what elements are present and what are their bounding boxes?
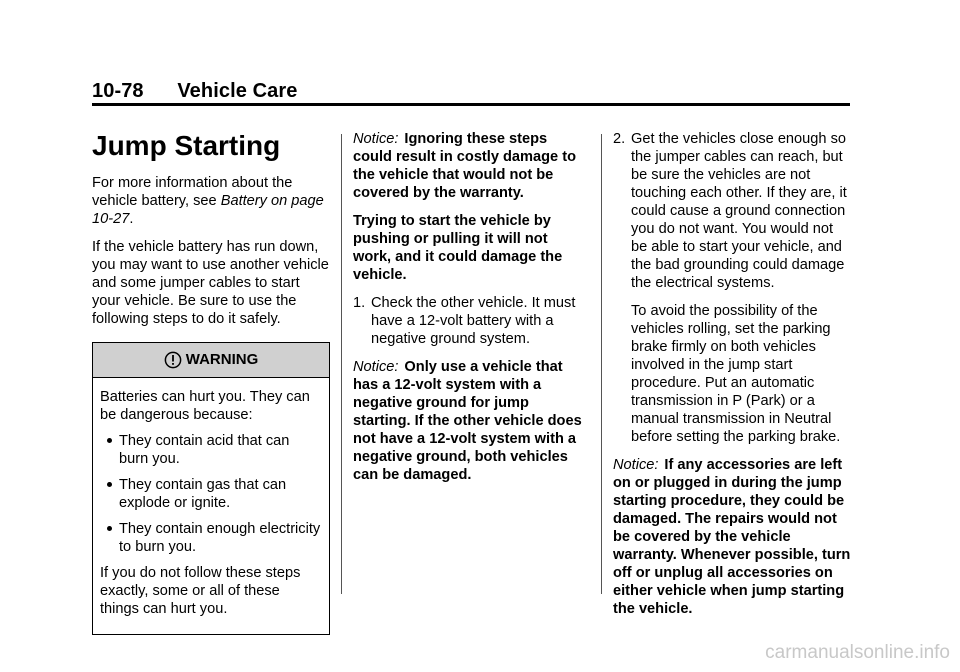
step-1 [353, 294, 583, 348]
warning-bullet: They contain gas that can explode or ignite. [100, 476, 322, 512]
step-number: 1. [353, 295, 366, 311]
step-text: Get the vehicles close enough so the jumper cables can reach, but be sure the vehicles are not touching each other. If they are, it could cause a ground connection you do not want. You would not be able to start your vehicle, and the bad grounding could damage the electrical systems. [631, 131, 847, 291]
parking-brake-paragraph: To avoid the possibility of the vehicles rolling, set the parking brake firmly on both vehicles involved in the jump start procedure. Put an automatic transmission in P (Park) or a manual transmission in Neutral before setting the parking brake. [631, 303, 841, 445]
warning-header [93, 343, 329, 378]
intro-text: For more information about the vehicle battery, see [92, 175, 293, 209]
warning-body [93, 378, 329, 634]
notice-text: Ignoring these steps could result in costly damage to the vehicle that would not be covered by the warranty. [353, 131, 577, 201]
notice-12-volt [353, 358, 583, 484]
notice-costly-damage [353, 130, 583, 202]
page-number: 10-78 [92, 80, 144, 102]
step-number: 2. [613, 131, 626, 147]
page-title: Jump Starting [92, 130, 281, 161]
warning-intro: Batteries can hurt you. They can be dangerous because: [100, 389, 310, 423]
column-3 [613, 130, 853, 628]
notice-label: Notice: [353, 131, 399, 147]
intro-end: . [129, 211, 134, 227]
notice-text: If any accessories are left on or plugged in during the jump starting procedure, they could be damaged. The repairs would not be covered by the vehicle warranty. Whenever possible, turn off or unplug all accessories on either vehicle when jump starting the vehicle. [613, 457, 851, 617]
warning-label: WARNING [185, 351, 259, 368]
page-header [92, 80, 298, 103]
notice-accessories [613, 456, 853, 618]
intro-paragraph [92, 174, 330, 228]
warning-bullet: They contain enough electricity to burn you. [100, 520, 322, 556]
column-1 [92, 130, 330, 635]
column-divider-2 [601, 134, 602, 594]
notice-label: Notice: [613, 457, 659, 473]
warning-icon [164, 351, 182, 369]
notice-label: Notice: [353, 359, 399, 375]
step-text: Check the other vehicle. It must have a 12-volt battery with a negative ground system. [371, 295, 576, 347]
section-title: Vehicle Care [177, 80, 298, 102]
push-pull-warning: Trying to start the vehicle by pushing or pulling it will not work, and it could damage the vehicle. [353, 213, 563, 283]
header-rule [92, 103, 850, 106]
warning-bullets [100, 432, 322, 556]
battery-crossref-link[interactable]: Battery on page 10-27 [92, 193, 324, 227]
warning-outro: If you do not follow these steps exactly, some or all of these things can hurt you. [100, 565, 301, 617]
column-2 [353, 130, 583, 494]
warning-box [92, 342, 330, 635]
notice-text: Only use a vehicle that has a 12-volt system with a negative ground for jump starting. If the other vehicle does not have a 12-volt system with a negative ground, both vehicles can be damaged. [353, 359, 582, 483]
warning-bullet: They contain acid that can burn you. [100, 432, 322, 468]
battery-rundown-paragraph: If the vehicle battery has run down, you may want to use another vehicle and some jumper cables to start your vehicle. Be sure to use the following steps to do it safely. [92, 239, 329, 327]
step-2 [613, 130, 853, 292]
column-divider-1 [341, 134, 342, 594]
watermark: carmanualsonline.info [765, 642, 950, 663]
